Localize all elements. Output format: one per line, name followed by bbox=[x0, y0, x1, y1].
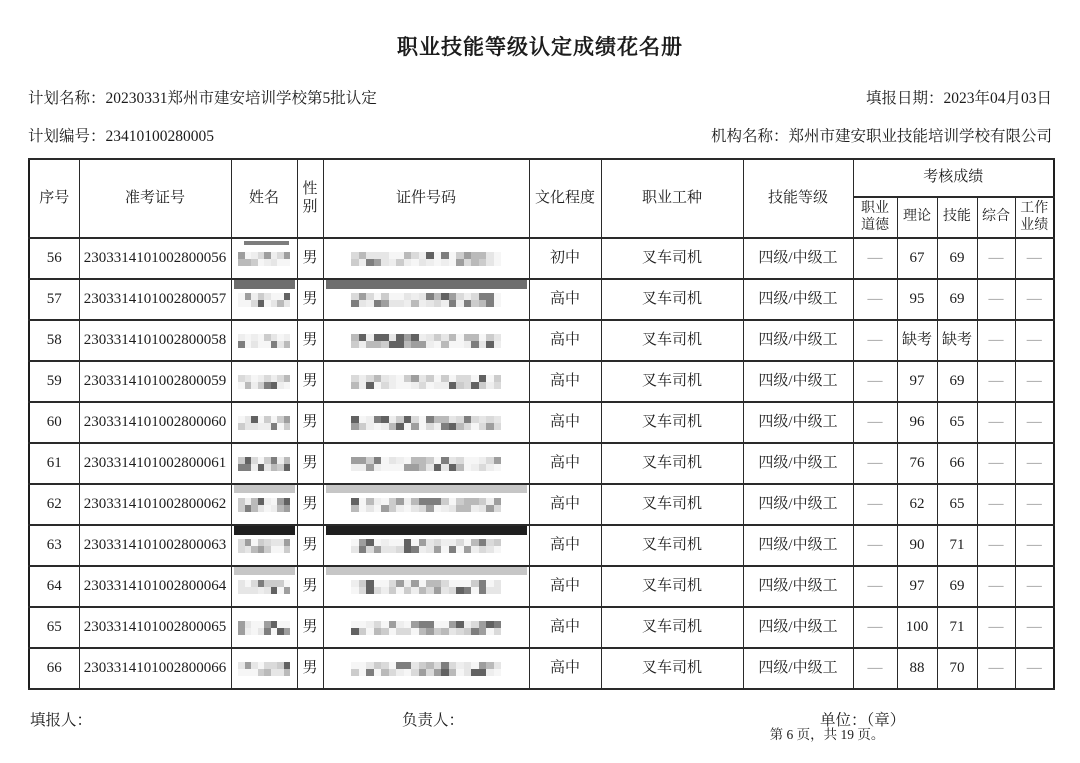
cell-comprehensive: — bbox=[977, 402, 1015, 443]
cell-seq: 60 bbox=[29, 402, 79, 443]
cell-work: — bbox=[1015, 361, 1054, 402]
cell-ticket: 2303314101002800057 bbox=[79, 279, 231, 320]
cell-work: — bbox=[1015, 607, 1054, 648]
cell-ethics: — bbox=[853, 648, 897, 689]
redacted-name bbox=[238, 416, 290, 430]
cell-ethics: — bbox=[853, 402, 897, 443]
col-header-skill: 技能 bbox=[937, 197, 977, 238]
meta-row-2 bbox=[0, 127, 1080, 147]
cell-theory: 88 bbox=[897, 648, 937, 689]
cell-gender: 男 bbox=[297, 402, 323, 443]
plan-name bbox=[28, 89, 377, 109]
table-row bbox=[29, 566, 1054, 607]
redacted-name bbox=[238, 621, 290, 635]
cell-gender: 男 bbox=[297, 320, 323, 361]
cell-seq: 64 bbox=[29, 566, 79, 607]
redacted-name bbox=[238, 252, 290, 266]
col-header-theory: 理论 bbox=[897, 197, 937, 238]
cell-ticket: 2303314101002800058 bbox=[79, 320, 231, 361]
cell-occupation: 叉车司机 bbox=[601, 525, 743, 566]
cell-comprehensive: — bbox=[977, 279, 1015, 320]
redacted-name bbox=[238, 375, 290, 389]
cell-gender: 男 bbox=[297, 484, 323, 525]
cell-occupation: 叉车司机 bbox=[601, 484, 743, 525]
col-header-seq: 序号 bbox=[29, 159, 79, 238]
cell-occupation: 叉车司机 bbox=[601, 361, 743, 402]
cell-seq: 65 bbox=[29, 607, 79, 648]
col-header-gender: 性别 bbox=[297, 159, 323, 238]
plan-no bbox=[28, 127, 214, 147]
cell-theory: 100 bbox=[897, 607, 937, 648]
cell-work: — bbox=[1015, 525, 1054, 566]
cell-education: 高中 bbox=[529, 484, 601, 525]
cell-work: — bbox=[1015, 484, 1054, 525]
cell-gender: 男 bbox=[297, 279, 323, 320]
redacted-id-number bbox=[351, 334, 501, 348]
col-header-occupation: 职业工种 bbox=[601, 159, 743, 238]
cell-occupation: 叉车司机 bbox=[601, 279, 743, 320]
cell-id-number bbox=[323, 525, 529, 566]
cell-ticket: 2303314101002800064 bbox=[79, 566, 231, 607]
redacted-id-number bbox=[351, 662, 501, 676]
redacted-id-number bbox=[351, 375, 501, 389]
cell-name bbox=[231, 238, 297, 279]
cell-gender: 男 bbox=[297, 443, 323, 484]
cell-education: 高中 bbox=[529, 443, 601, 484]
table-row bbox=[29, 279, 1054, 320]
col-header-ticket: 准考证号 bbox=[79, 159, 231, 238]
cell-id-number bbox=[323, 279, 529, 320]
cell-level: 四级/中级工 bbox=[743, 607, 853, 648]
redacted-id-number bbox=[351, 457, 501, 471]
cell-ticket: 2303314101002800060 bbox=[79, 402, 231, 443]
cell-level: 四级/中级工 bbox=[743, 238, 853, 279]
cell-level: 四级/中级工 bbox=[743, 443, 853, 484]
redacted-name bbox=[238, 539, 290, 553]
col-header-education: 文化程度 bbox=[529, 159, 601, 238]
redacted-name bbox=[238, 334, 290, 348]
redacted-name bbox=[238, 293, 290, 307]
cell-level: 四级/中级工 bbox=[743, 484, 853, 525]
cell-name bbox=[231, 648, 297, 689]
cell-gender: 男 bbox=[297, 525, 323, 566]
redaction-bar-id bbox=[326, 567, 527, 575]
cell-ethics: — bbox=[853, 525, 897, 566]
cell-comprehensive: — bbox=[977, 238, 1015, 279]
cell-comprehensive: — bbox=[977, 525, 1015, 566]
cell-gender: 男 bbox=[297, 648, 323, 689]
col-header-ethics: 职业道德 bbox=[853, 197, 897, 238]
col-header-level: 技能等级 bbox=[743, 159, 853, 238]
cell-work: — bbox=[1015, 648, 1054, 689]
cell-id-number bbox=[323, 566, 529, 607]
cell-skill: 66 bbox=[937, 443, 977, 484]
cell-theory: 62 bbox=[897, 484, 937, 525]
cell-ethics: — bbox=[853, 279, 897, 320]
cell-ticket: 2303314101002800062 bbox=[79, 484, 231, 525]
plan-name-value: 20230331郑州市建安培训学校第5批认定 bbox=[105, 90, 377, 107]
cell-ethics: — bbox=[853, 238, 897, 279]
cell-skill: 69 bbox=[937, 566, 977, 607]
cell-name bbox=[231, 361, 297, 402]
table-row bbox=[29, 484, 1054, 525]
col-header-id-number: 证件号码 bbox=[323, 159, 529, 238]
cell-ticket: 2303314101002800066 bbox=[79, 648, 231, 689]
cell-level: 四级/中级工 bbox=[743, 320, 853, 361]
cell-skill: 69 bbox=[937, 361, 977, 402]
cell-comprehensive: — bbox=[977, 566, 1015, 607]
cell-seq: 63 bbox=[29, 525, 79, 566]
redacted-id-number bbox=[351, 621, 501, 635]
cell-gender: 男 bbox=[297, 361, 323, 402]
cell-name bbox=[231, 320, 297, 361]
cell-id-number bbox=[323, 648, 529, 689]
cell-ethics: — bbox=[853, 361, 897, 402]
cell-comprehensive: — bbox=[977, 361, 1015, 402]
cell-theory: 97 bbox=[897, 361, 937, 402]
org-name bbox=[711, 127, 1052, 147]
table-body bbox=[29, 238, 1054, 689]
cell-education: 高中 bbox=[529, 525, 601, 566]
cell-comprehensive: — bbox=[977, 607, 1015, 648]
signature-row bbox=[0, 708, 1080, 730]
cell-level: 四级/中级工 bbox=[743, 361, 853, 402]
redacted-id-number bbox=[351, 252, 501, 266]
filler-label: 填报人： bbox=[30, 712, 93, 729]
cell-comprehensive: — bbox=[977, 320, 1015, 361]
cell-occupation: 叉车司机 bbox=[601, 566, 743, 607]
plan-no-label: 计划编号： bbox=[28, 128, 106, 145]
table-row bbox=[29, 402, 1054, 443]
results-table bbox=[28, 158, 1055, 690]
cell-ethics: — bbox=[853, 607, 897, 648]
cell-ethics: — bbox=[853, 443, 897, 484]
table-row bbox=[29, 607, 1054, 648]
table-row bbox=[29, 525, 1054, 566]
cell-skill: 70 bbox=[937, 648, 977, 689]
cell-ticket: 2303314101002800059 bbox=[79, 361, 231, 402]
cell-education: 高中 bbox=[529, 648, 601, 689]
cell-theory: 96 bbox=[897, 402, 937, 443]
cell-id-number bbox=[323, 402, 529, 443]
cell-education: 高中 bbox=[529, 402, 601, 443]
cell-ticket: 2303314101002800056 bbox=[79, 238, 231, 279]
cell-occupation: 叉车司机 bbox=[601, 443, 743, 484]
cell-skill: 缺考 bbox=[937, 320, 977, 361]
cell-id-number bbox=[323, 607, 529, 648]
cell-occupation: 叉车司机 bbox=[601, 607, 743, 648]
cell-theory: 90 bbox=[897, 525, 937, 566]
cell-work: — bbox=[1015, 402, 1054, 443]
redaction-bar-name bbox=[234, 526, 295, 535]
report-date bbox=[866, 89, 1052, 109]
redacted-name bbox=[238, 580, 290, 594]
cell-gender: 男 bbox=[297, 238, 323, 279]
redaction-bar-name bbox=[234, 280, 295, 289]
table-row bbox=[29, 238, 1054, 279]
table-header bbox=[29, 159, 1054, 238]
report-date-value: 2023年04月03日 bbox=[943, 90, 1052, 107]
cell-name bbox=[231, 484, 297, 525]
redaction-bar-name bbox=[244, 241, 289, 245]
cell-id-number bbox=[323, 238, 529, 279]
cell-education: 高中 bbox=[529, 279, 601, 320]
redacted-name bbox=[238, 457, 290, 471]
cell-education: 高中 bbox=[529, 607, 601, 648]
col-header-comprehensive: 综合 bbox=[977, 197, 1015, 238]
plan-no-value: 23410100280005 bbox=[105, 128, 215, 145]
cell-comprehensive: — bbox=[977, 443, 1015, 484]
cell-name bbox=[231, 279, 297, 320]
cell-ticket: 2303314101002800061 bbox=[79, 443, 231, 484]
plan-name-label: 计划名称： bbox=[28, 90, 106, 107]
cell-education: 高中 bbox=[529, 566, 601, 607]
cell-occupation: 叉车司机 bbox=[601, 402, 743, 443]
cell-ticket: 2303314101002800065 bbox=[79, 607, 231, 648]
redacted-id-number bbox=[351, 416, 501, 430]
cell-seq: 66 bbox=[29, 648, 79, 689]
cell-comprehensive: — bbox=[977, 484, 1015, 525]
report-date-label: 填报日期： bbox=[865, 90, 944, 107]
cell-name bbox=[231, 443, 297, 484]
cell-theory: 97 bbox=[897, 566, 937, 607]
cell-name bbox=[231, 402, 297, 443]
cell-id-number bbox=[323, 484, 529, 525]
cell-level: 四级/中级工 bbox=[743, 648, 853, 689]
cell-ethics: — bbox=[853, 566, 897, 607]
cell-work: — bbox=[1015, 238, 1054, 279]
cell-occupation: 叉车司机 bbox=[601, 648, 743, 689]
col-header-name: 姓名 bbox=[231, 159, 297, 238]
redacted-id-number bbox=[351, 539, 501, 553]
cell-skill: 69 bbox=[937, 238, 977, 279]
cell-gender: 男 bbox=[297, 607, 323, 648]
cell-theory: 67 bbox=[897, 238, 937, 279]
table-row bbox=[29, 443, 1054, 484]
cell-skill: 69 bbox=[937, 279, 977, 320]
page-number: 第 6 页，共 19 页。 bbox=[769, 727, 885, 742]
cell-id-number bbox=[323, 361, 529, 402]
redaction-bar-id bbox=[326, 526, 527, 535]
cell-name bbox=[231, 566, 297, 607]
redacted-id-number bbox=[351, 293, 501, 307]
cell-education: 初中 bbox=[529, 238, 601, 279]
cell-seq: 62 bbox=[29, 484, 79, 525]
meta-row-1 bbox=[0, 89, 1080, 109]
cell-name bbox=[231, 525, 297, 566]
cell-theory: 76 bbox=[897, 443, 937, 484]
cell-level: 四级/中级工 bbox=[743, 402, 853, 443]
redacted-name bbox=[238, 498, 290, 512]
table-row bbox=[29, 320, 1054, 361]
col-header-scores-group: 考核成绩 bbox=[853, 159, 1054, 197]
cell-seq: 56 bbox=[29, 238, 79, 279]
unit-seal-label: 单位：（章） bbox=[820, 712, 906, 729]
cell-work: — bbox=[1015, 443, 1054, 484]
redaction-bar-id bbox=[326, 485, 527, 493]
cell-seq: 58 bbox=[29, 320, 79, 361]
cell-gender: 男 bbox=[297, 566, 323, 607]
cell-seq: 59 bbox=[29, 361, 79, 402]
redacted-name bbox=[238, 662, 290, 676]
cell-occupation: 叉车司机 bbox=[601, 238, 743, 279]
col-header-work: 工作业绩 bbox=[1015, 197, 1054, 238]
cell-seq: 57 bbox=[29, 279, 79, 320]
cell-id-number bbox=[323, 443, 529, 484]
redaction-bar-name bbox=[234, 485, 295, 493]
cell-theory: 95 bbox=[897, 279, 937, 320]
redaction-bar-id bbox=[326, 280, 527, 289]
cell-occupation: 叉车司机 bbox=[601, 320, 743, 361]
table-row bbox=[29, 648, 1054, 689]
cell-level: 四级/中级工 bbox=[743, 279, 853, 320]
cell-seq: 61 bbox=[29, 443, 79, 484]
cell-comprehensive: — bbox=[977, 648, 1015, 689]
cell-ticket: 2303314101002800063 bbox=[79, 525, 231, 566]
cell-work: — bbox=[1015, 279, 1054, 320]
redacted-id-number bbox=[351, 580, 501, 594]
cell-theory: 缺考 bbox=[897, 320, 937, 361]
cell-skill: 71 bbox=[937, 607, 977, 648]
cell-education: 高中 bbox=[529, 320, 601, 361]
cell-ethics: — bbox=[853, 320, 897, 361]
redaction-bar-name bbox=[234, 567, 295, 575]
cell-skill: 65 bbox=[937, 484, 977, 525]
cell-level: 四级/中级工 bbox=[743, 525, 853, 566]
org-name-value: 郑州市建安职业技能培训学校有限公司 bbox=[788, 128, 1052, 145]
cell-work: — bbox=[1015, 566, 1054, 607]
manager-label: 负责人： bbox=[402, 712, 465, 729]
cell-name bbox=[231, 607, 297, 648]
cell-education: 高中 bbox=[529, 361, 601, 402]
table-row bbox=[29, 361, 1054, 402]
cell-work: — bbox=[1015, 320, 1054, 361]
page-title: 职业技能等级认定成绩花名册 bbox=[397, 36, 683, 59]
cell-skill: 65 bbox=[937, 402, 977, 443]
cell-id-number bbox=[323, 320, 529, 361]
cell-skill: 71 bbox=[937, 525, 977, 566]
cell-level: 四级/中级工 bbox=[743, 566, 853, 607]
org-name-label: 机构名称： bbox=[710, 128, 789, 145]
redacted-id-number bbox=[351, 498, 501, 512]
cell-ethics: — bbox=[853, 484, 897, 525]
